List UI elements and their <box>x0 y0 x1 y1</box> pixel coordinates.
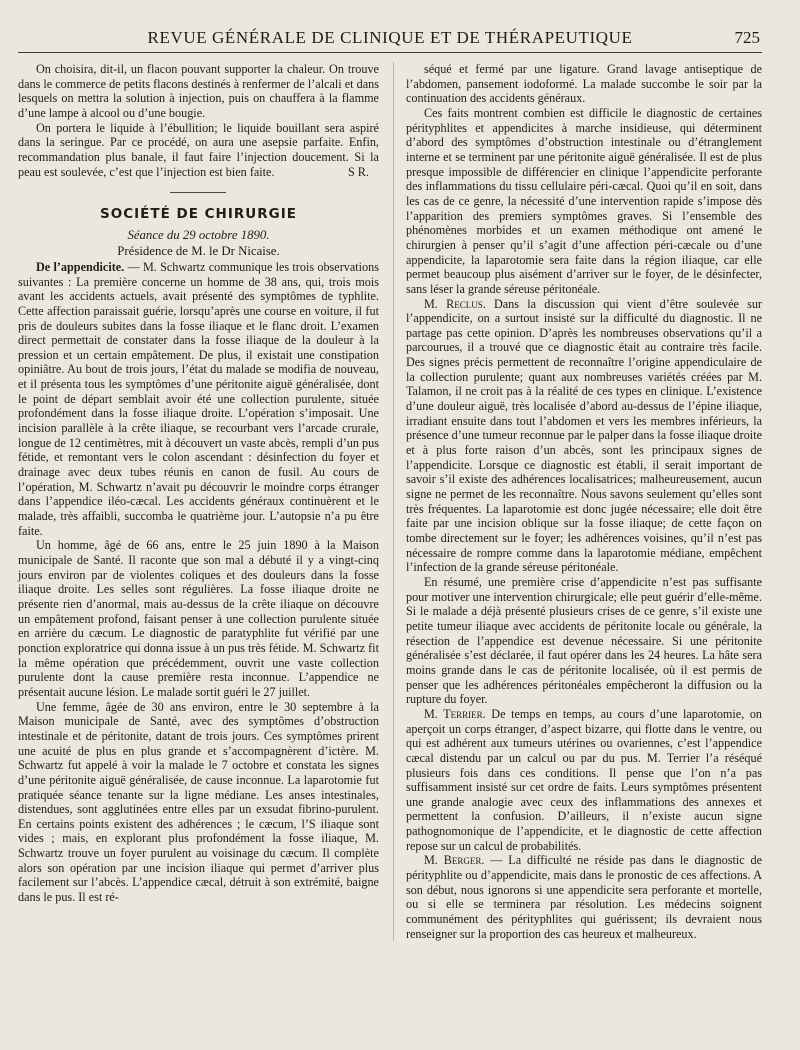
paragraph-case-three: Une femme, âgée de 30 ans environ, entre le 30 septembre à la Maison municipale de Santé, avec des symptômes d’obstruction intestinale et de péritonite, datant de trois jours. Ces symptômes prirent une acuité de plus en plus grande et s’accompagnèrent d’ictère. M. Schwartz fut appelé à voir la malade le 7 octobre et constata les signes d’une péritonite aiguë généralisée, de cause inconnue. La laparotomie fut pratiquée séance tenante sur la ligne médiane. Les anses intestinales, distendues, sont agglutinées entre elles par un exsudat fibrino-purulent. En certains points existent des adhérences ; le cæcum, l’S iliaque sont vides ; mais, en explorant plus profondément la fosse iliaque, M. Schwartz trouve un foyer purulent au voisinage du cæcum. Il complète alors son opération par une incision iliaque qui permet d’arriver plus facilement sur l’abcès. L’appendice cæcal, détruit à son extrémité, baigne dans le pus. Il est ré- <box>18 699 379 905</box>
speaker-name: M. Berger. <box>423 853 485 868</box>
page-header <box>18 24 762 53</box>
paragraph-body: De temps en temps, au cours d’une laparotomie, on aperçoit un corps étranger, d’aspect bizarre, qui flotte dans le ventre, ou qui est adhérent aux tumeurs utérines ou ovariennes, c’est l’appendice cæcal distendu par un calcul ou par du pus. M. Terrier l’a réséqué plusieurs fois dans ces conditions. Il pense que l’on n’a pas suffisamment insisté sur cet ordre de faits. Leurs symptômes présentent une grande analogie avec ceux des inflammations des annexes et permettent la confusion. D’ailleurs, il n’existe aucun signe pathognomonique de l’appendicite, et le diagnostic de cette affection repose sur un calcul de probabilités. <box>405 706 763 853</box>
speaker-name: M. Reclus. <box>423 296 486 311</box>
paragraph-body: — M. Schwartz communique les trois observations suivantes : La première concerne un homme de 38 ans, qui, trois mois avant les accidents actuels, avait présenté des symptômes de typhlite. Cette affection paraissait guérie, lorsqu’après une course en voiture, il fut pris de douleurs subites dans la fosse iliaque et le flanc droit. L’examen direct permettait de constater dans la fosse iliaque de la douleur à la pression et un certain empâtement. De plus, il existait une constipation opiniâtre. Au bout de trois jours, l’état du malade se modifia de nouveau, et il présenta tous les symptômes d’une péritonite aiguë généralisée, dont le point de départ semblait avoir été une collection purulente, située profondément dans la fosse iliaque droite. L’opération s’imposait. Une incision parallèle à la crête iliaque, se recourbant vers l’arcade crurale, longue de 12 centimètres, mit à découvert un vaste abcès, rempli d’un pus fétide, et remontant vers le colon ascendant : désinfection du foyer et drainage avec deux tubes réunis en canon de fusil. Au cours de l’opération, M. Schwartz n’avait pu découvrir le moindre corps étranger dans l’appendice iléo-cæcal. Les accidents généraux continuèrent et le malade, très affaibli, succomba le quatrième jour. L’autopsie n’a pu être faite. <box>18 259 379 538</box>
paragraph-heading: De l’appendicite. <box>36 259 125 274</box>
paragraph-ebullition: On portera le liquide à l’ébullition; le liquide bouillant sera aspiré dans la seringue. Par ce procédé, on aura une asepsie parfaite. Enfin, recommandation plus banale, il faut faire l’injection doucement. Si la peau est soulevée, c’est que l’injection est bien faite. <box>18 120 379 179</box>
paragraph-continuation: séqué et fermé par une ligature. Grand lavage antiseptique de l’abdomen, pansement iodoformé. La malade succombe le soir par la continuation des accidents généraux. <box>405 62 762 106</box>
paragraph-terrier <box>406 707 762 854</box>
journal-title: REVUE GÉNÉRALE DE CLINIQUE ET DE THÉRAPEUTIQUE <box>147 28 633 47</box>
paragraph-body: Dans la discussion qui vient d’être soulevée sur l’appendicite, on a surtout insisté sur la difficulté du diagnostic. Il ne partage pas cette opinion. D’après les nombreuses observations qu’il a parcourues, il a trouvé que ce diagnostic était au contraire très facile. Des signes précis permettent de reconnaître l’origine appendiculaire de la collection purulente; quant aux nombreuses variétés créées par M. Talamon, il ne croit pas à la réalité de ces types en clinique. L’existence d’une douleur aiguë, très localisée d’abord au-dessus de l’épine iliaque, irradiant ensuite dans tout l’abdomen et vers les membres inférieurs, la présence d’une tumeur reconnue par le palper dans la fosse iliaque droite et à plus forte raison d’un abcès, sont les principaux signes de l’appendicite. Lorsque ce diagnostic est établi, il serait important de savoir s’il existe des adhérences localisatrices; malheureusement, aucun signe ne permet de les reconnaître. Nous savons seulement qu’elles sont très fréquentes. La laparotomie est donc jugée nécessaire; elle doit être faite par une incision oblique sur la fosse iliaque; de cette façon on tombe directement sur le foyer; les adhérences voisines, qu’il n’est pas nécessaire de rompre comme dans la laparotomie médiane, empêchent l’infection de la grande séreuse péritonéale. <box>405 296 762 575</box>
paragraph-diagnostic: Ces faits montrent combien est difficile le diagnostic de certaines pérityphlites et appendicites à marche insidieuse, qui déterminent d’abord des symptômes d’obstruction intestinale ou d’étranglement interne et se terminent par une péritonite aiguë généralisée. Il est de plus presque impossible de différencier en clinique l’appendicite perforante des inflammations du tissu cellulaire péri-cæcal. Quoi qu’il en soit, dans les cas de ce genre, la nécessité d’une intervention rapide s’impose dès l’apparition des premiers symptômes graves. Si l’ensemble des phénomènes morbides et un examen méthodique ont amené le chirurgien à penser qu’il s’agit d’une affection péri-cæcale ou d’une appendicite, la laparotomie sera faite dans la région iliaque, car elle permet beaucoup plus aisément d’arriver sur le foyer, de le désinfecter, sans léser la grande séreuse péritonéale. <box>405 105 762 296</box>
paragraph-case-two: Un homme, âgé de 66 ans, entre le 25 juin 1890 à la Maison municipale de Santé. Il raconte que son mal a débuté il y a vingt-cinq jours environ par de violentes coliques et des douleurs dans la fosse iliaque droite. Les selles sont régulières. La fosse iliaque droite ne présente rien d’anormal, mais au-dessus de la crête iliaque on découvre un empâtement profond, faisant penser à une collection purulente située en arrière du cæcum. Le diagnostic de paratyphlite fut vérifié par une ponction exploratrice qui donna issue à un pus très fétide. M. Schwartz fit la même opération que précédemment, ouvrit une vaste collection purulente dont la cause première resta inconnue. L’appendice ne présentait aucune lésion. Le malade sortit guéri le 27 juillet. <box>18 538 379 699</box>
paragraph-resume: En résumé, une première crise d’appendicite n’est pas suffisante pour motiver une intervention chirurgicale; elle peut guérir d’elle-même. Si le malade a déjà présenté plusieurs crises de ce genre, s’il existe une petite tumeur iliaque avec accidents de péritonite locale ou générale, la résection de l’appendice est devenue nécessaire. Si une péritonite généralisée s’est déclarée, il faut opérer dans les 24 heures. La hâte sera moins grande dans le cas de péritonite localisée, où il est permis de penser que les adhérences péritonéales empêcheront la diffusion ou la rupture du foyer. <box>405 574 762 707</box>
paragraph-flacon: On choisira, dit-il, un flacon pouvant supporter la chaleur. On trouve dans le commerce de petits flacons destinés à renfermer de l’alcali et dans lesquels on mettra la solution à injection, puis on chauffera à la flamme d’une lampe à alcool ou d’une bougie. <box>18 62 379 120</box>
page-number: 725 <box>734 28 760 47</box>
speaker-name: M. Terrier. <box>423 706 486 721</box>
paragraph-appendicite-intro <box>18 260 379 538</box>
paragraph-reclus <box>406 297 762 575</box>
session-date: Séance du 29 octobre 1890. <box>127 227 270 242</box>
presidence-line: Présidence de M. le Dr Nicaise. <box>117 244 280 259</box>
right-column <box>393 62 762 941</box>
signature: S R. <box>347 165 369 180</box>
section-divider <box>170 192 226 193</box>
text-columns <box>18 62 762 941</box>
paragraph-berger <box>406 853 762 941</box>
paragraph-body: — La difficulté ne réside pas dans le diagnostic de pérityphlite ou d’appendicite, mais dans le pronostic de ces affections. A son début, nous ignorons si une appendicite sera perforante et mortelle, ou si elle se terminera par résolution. Les médecins soignent communément des pérityphlites qui guérissent; ils devraient nous renseigner sur la proportion des cas heureux et malheureux. <box>405 853 762 941</box>
left-column <box>18 62 379 941</box>
section-title: SOCIÉTÉ DE CHIRURGIE <box>100 205 297 222</box>
